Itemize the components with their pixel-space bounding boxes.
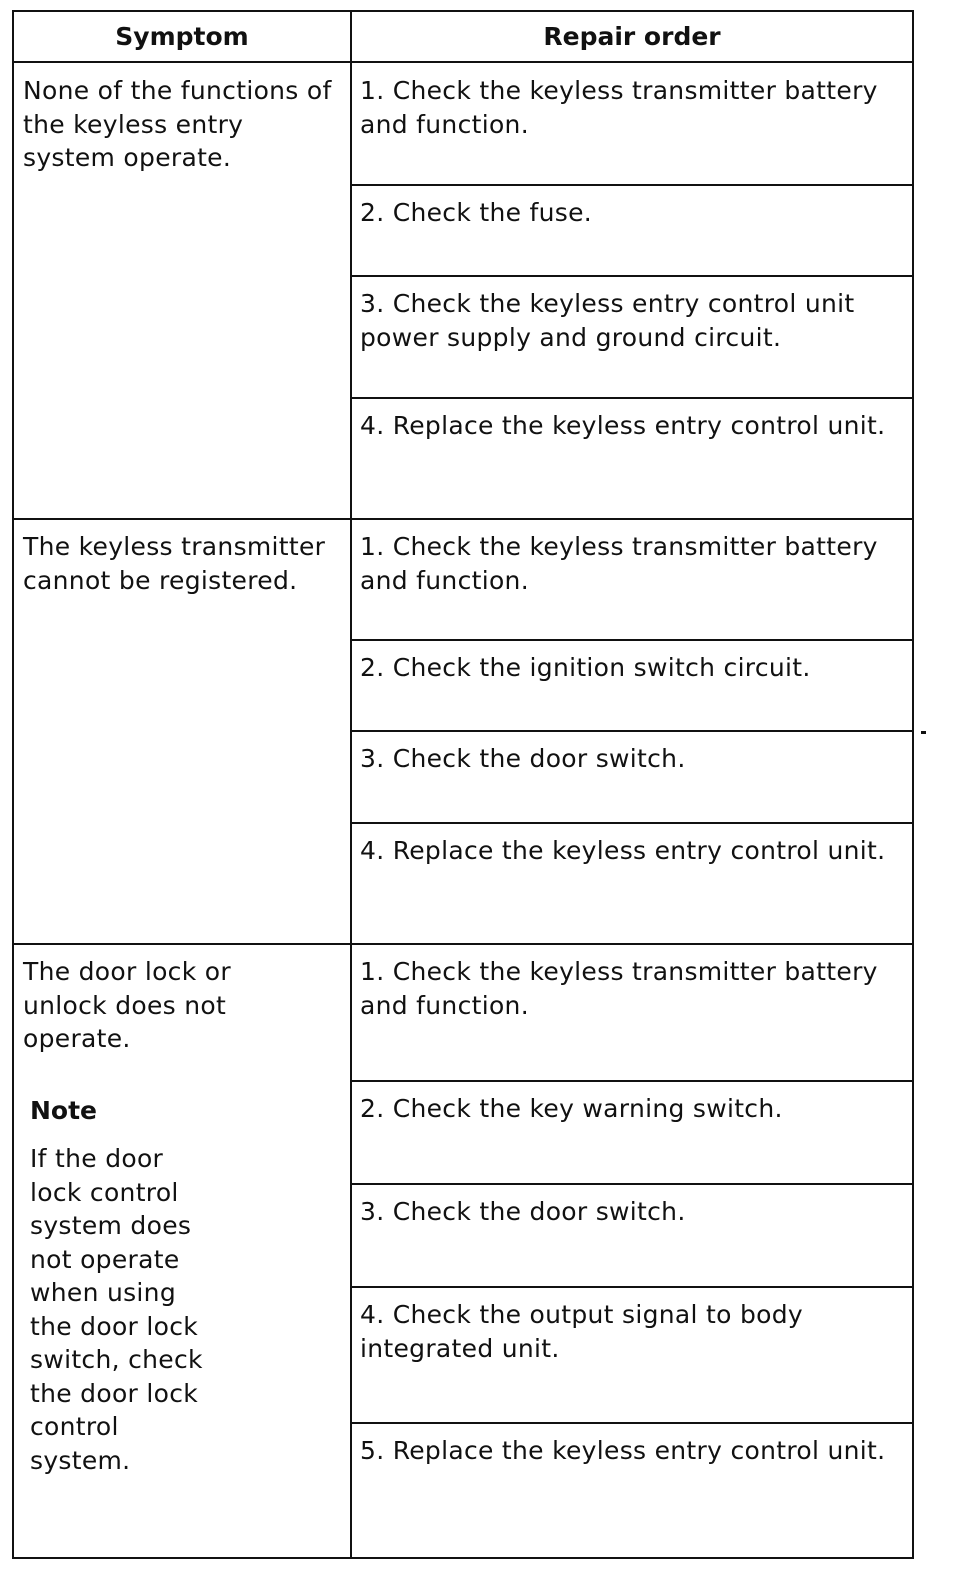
header-symptom: Symptom xyxy=(115,22,249,51)
row-divider xyxy=(352,822,912,824)
step-3-5: 5. Replace the keyless entry control unit. xyxy=(360,1436,886,1465)
step-3-2: 2. Check the key warning switch. xyxy=(360,1094,783,1123)
group-divider xyxy=(14,943,912,945)
row-divider xyxy=(352,1286,912,1288)
row-divider xyxy=(352,397,912,399)
step-3-4: 4. Check the output signal to body integrated unit. xyxy=(360,1300,803,1363)
header-repair-order: Repair order xyxy=(543,22,721,51)
symptom-3: The door lock or unlock does not operate. xyxy=(23,957,231,1053)
note-title: Note xyxy=(30,1096,98,1125)
symptom-2: The keyless transmitter cannot be registered. xyxy=(23,532,326,595)
step-2-2: 2. Check the ignition switch circuit. xyxy=(360,653,811,682)
row-divider xyxy=(352,184,912,186)
row-divider xyxy=(352,1183,912,1185)
step-2-4: 4. Replace the keyless entry control unit. xyxy=(360,836,886,865)
step-1-2: 2. Check the fuse. xyxy=(360,198,593,227)
row-divider xyxy=(352,730,912,732)
repair-table xyxy=(12,10,914,1559)
row-divider xyxy=(352,275,912,277)
group-divider xyxy=(14,518,912,520)
step-1-3: 3. Check the keyless entry control unit power supply and ground circuit. xyxy=(360,289,855,352)
step-2-1: 1. Check the keyless transmitter battery and function. xyxy=(360,532,878,595)
step-3-3: 3. Check the door switch. xyxy=(360,1197,686,1226)
row-divider xyxy=(352,639,912,641)
step-3-1: 1. Check the keyless transmitter battery and function. xyxy=(360,957,878,1020)
step-2-3: 3. Check the door switch. xyxy=(360,744,686,773)
header-divider xyxy=(14,61,912,63)
scan-mark xyxy=(921,731,926,734)
note-text: If the door lock control system does not operate when using the door lock switch, check the door lock control system. xyxy=(30,1144,203,1475)
step-1-4: 4. Replace the keyless entry control unit. xyxy=(360,411,886,440)
row-divider xyxy=(352,1080,912,1082)
step-1-1: 1. Check the keyless transmitter battery and function. xyxy=(360,76,878,139)
row-divider xyxy=(352,1422,912,1424)
symptom-1: None of the functions of the keyless entry system operate. xyxy=(23,76,332,172)
column-divider xyxy=(350,12,352,1557)
